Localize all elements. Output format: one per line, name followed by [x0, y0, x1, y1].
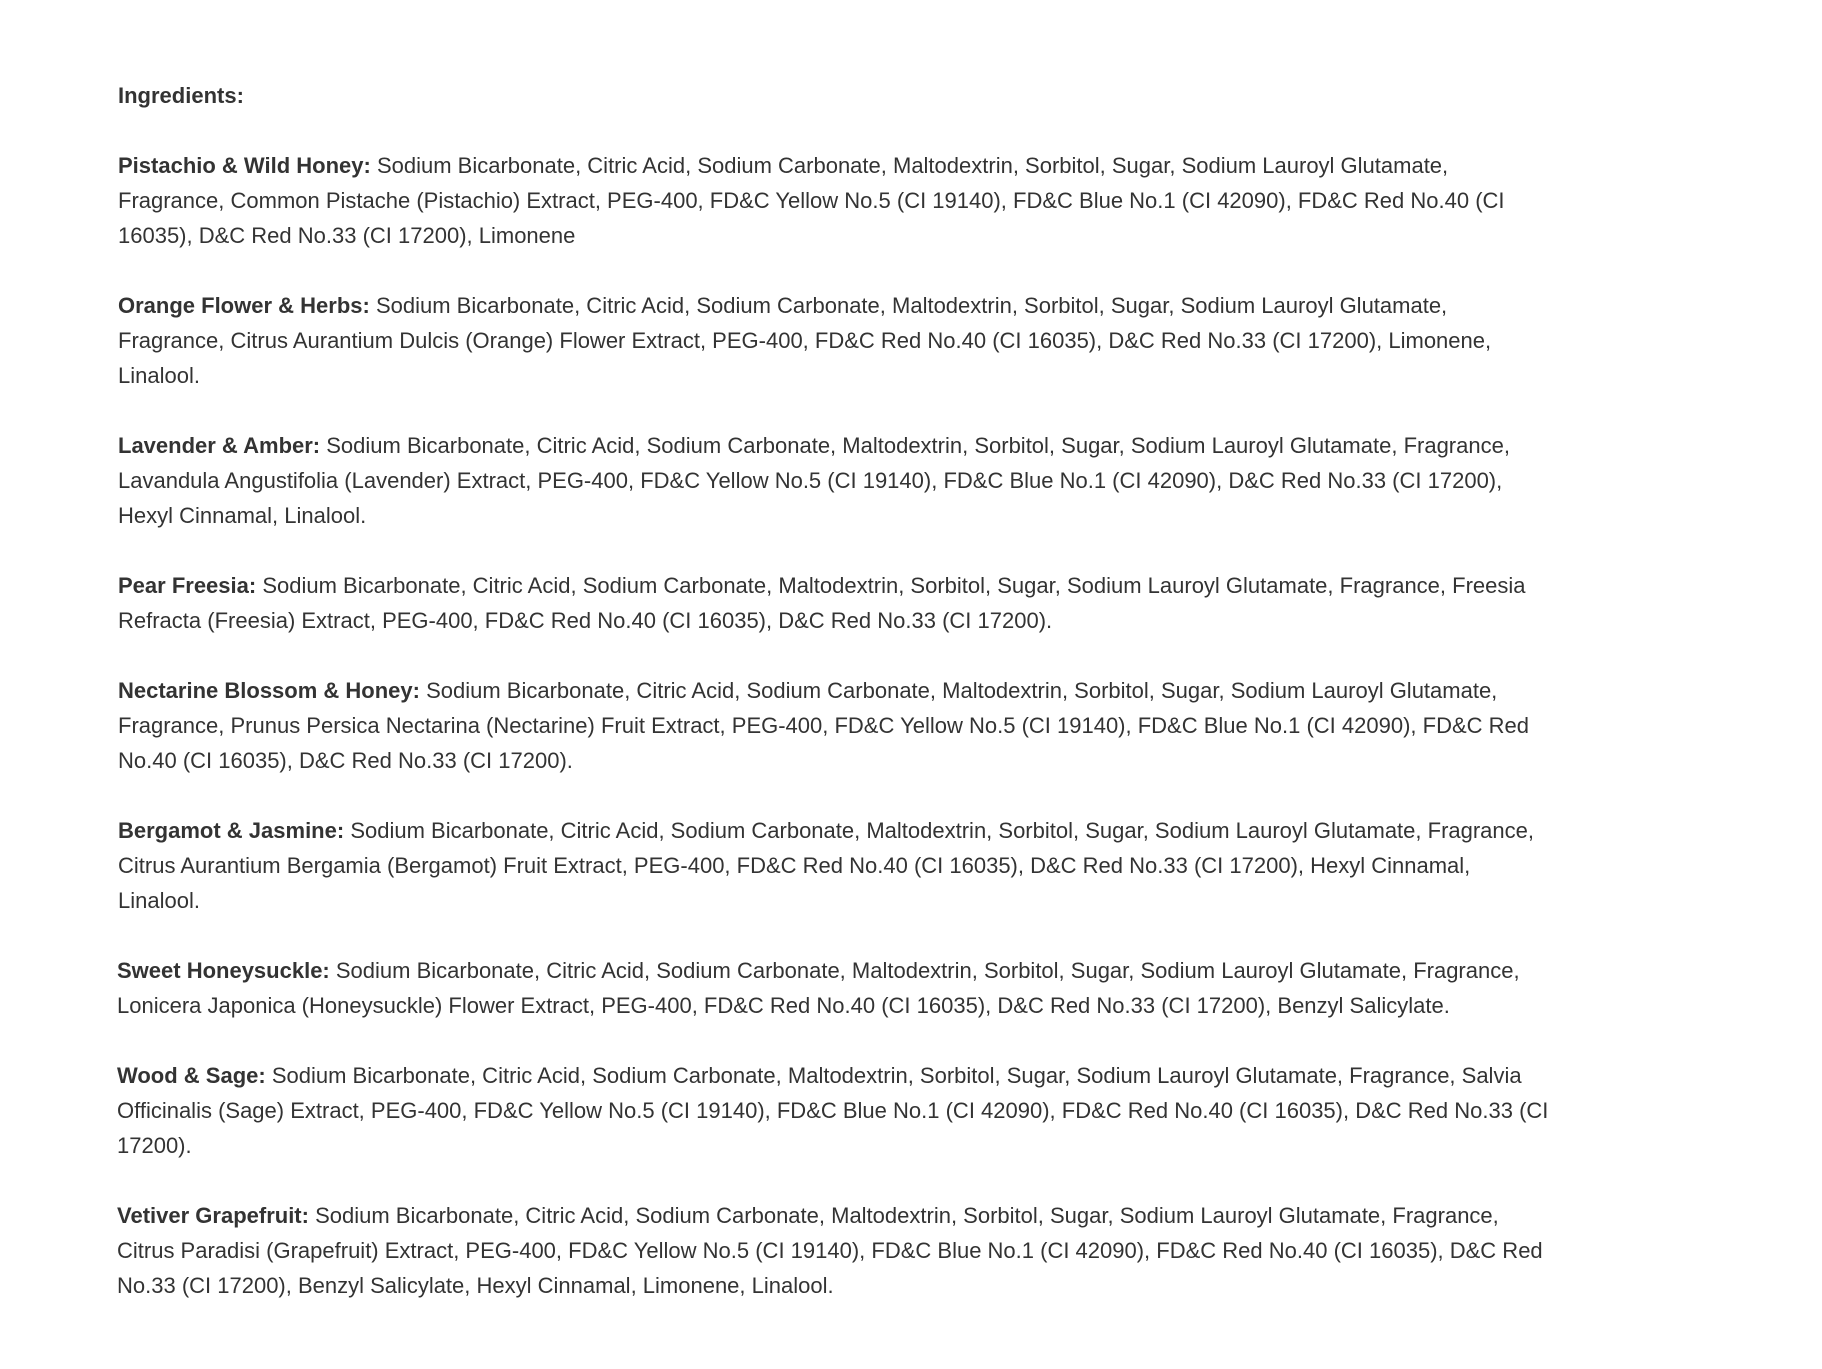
product-name: Lavender & Amber: [118, 433, 321, 458]
product-ingredients: Sodium Bicarbonate, Citric Acid, Sodium Carbonate, Maltodextrin, Sorbitol, Sugar, Sodium Lauroyl Glutamate, Fragrance, Lonicera Japonica (Honeysuckle) Flower Extract, PEG-400, FD&C Red No.40 (CI 16035), D&C Red No.33 (CI 17200), Benzyl Salicylate. [117, 958, 1520, 1018]
product-vetiver-grapefruit [117, 1198, 1558, 1303]
product-ingredients: Sodium Bicarbonate, Citric Acid, Sodium Carbonate, Maltodextrin, Sorbitol, Sugar, Sodium Lauroyl Glutamate, Fragrance, Lavandula Angustifolia (Lavender) Extract, PEG-400, FD&C Yellow No.5 (CI 19140), FD&C Blue No.1 (CI 42090), D&C Red No.33 (CI 17200), Hexyl Cinnamal, Linalool. [118, 433, 1510, 528]
product-name: Orange Flower & Herbs: [118, 293, 370, 318]
page-heading: Ingredients: [118, 83, 244, 108]
product-ingredients: Sodium Bicarbonate, Citric Acid, Sodium Carbonate, Maltodextrin, Sorbitol, Sugar, Sodium Lauroyl Glutamate, Fragrance, Citrus Aurantium Dulcis (Orange) Flower Extract, PEG-400, FD&C Red No.40 (CI 16035), D&C Red No.33 (CI 17200), Limonene, Linalool. [118, 293, 1492, 388]
product-pear-freesia [118, 568, 1558, 638]
product-ingredients: Sodium Bicarbonate, Citric Acid, Sodium Carbonate, Maltodextrin, Sorbitol, Sugar, Sodium Lauroyl Glutamate, Fragrance, Citrus Aurantium Bergamia (Bergamot) Fruit Extract, PEG-400, FD&C Red No.40 (CI 16035), D&C Red No.33 (CI 17200), Hexyl Cinnamal, Linalool. [118, 818, 1535, 913]
product-ingredients: Sodium Bicarbonate, Citric Acid, Sodium Carbonate, Maltodextrin, Sorbitol, Sugar, Sodium Lauroyl Glutamate, Fragrance, Prunus Persica Nectarina (Nectarine) Fruit Extract, PEG-400, FD&C Yellow No.5 (CI 19140), FD&C Blue No.1 (CI 42090), FD&C Red No.40 (CI 16035), D&C Red No.33 (CI 17200). [118, 678, 1529, 773]
product-ingredients: Sodium Bicarbonate, Citric Acid, Sodium Carbonate, Maltodextrin, Sorbitol, Sugar, Sodium Lauroyl Glutamate, Fragrance, Common Pistache (Pistachio) Extract, PEG-400, FD&C Yellow No.5 (CI 19140), FD&C Blue No.1 (CI 42090), FD&C Red No.40 (CI 16035), D&C Red No.33 (CI 17200), Limonene [118, 153, 1505, 248]
product-pistachio-wild-honey [118, 148, 1558, 253]
product-bergamot-jasmine [118, 813, 1558, 918]
product-name: Pistachio & Wild Honey: [118, 153, 371, 178]
product-ingredients: Sodium Bicarbonate, Citric Acid, Sodium Carbonate, Maltodextrin, Sorbitol, Sugar, Sodium Lauroyl Glutamate, Fragrance, Citrus Paradisi (Grapefruit) Extract, PEG-400, FD&C Yellow No.5 (CI 19140), FD&C Blue No.1 (CI 42090), FD&C Red No.40 (CI 16035), D&C Red No.33 (CI 17200), Benzyl Salicylate, Hexyl Cinnamal, Limonene, Linalool. [117, 1203, 1543, 1298]
product-name: Sweet Honeysuckle: [117, 958, 330, 983]
product-name: Vetiver Grapefruit: [117, 1203, 309, 1228]
product-ingredients: Sodium Bicarbonate, Citric Acid, Sodium Carbonate, Maltodextrin, Sorbitol, Sugar, Sodium Lauroyl Glutamate, Fragrance, Salvia Officinalis (Sage) Extract, PEG-400, FD&C Yellow No.5 (CI 19140), FD&C Blue No.1 (CI 42090), FD&C Red No.40 (CI 16035), D&C Red No.33 (CI 17200). [117, 1063, 1549, 1158]
product-nectarine-blossom-honey [118, 673, 1558, 778]
product-lavender-amber [118, 428, 1558, 533]
product-wood-sage [117, 1058, 1558, 1163]
product-sweet-honeysuckle [117, 953, 1558, 1023]
product-name: Pear Freesia: [118, 573, 257, 598]
product-orange-flower-herbs [118, 288, 1558, 393]
product-name: Wood & Sage: [117, 1063, 266, 1088]
product-ingredients: Sodium Bicarbonate, Citric Acid, Sodium Carbonate, Maltodextrin, Sorbitol, Sugar, Sodium Lauroyl Glutamate, Fragrance, Freesia Refracta (Freesia) Extract, PEG-400, FD&C Red No.40 (CI 16035), D&C Red No.33 (CI 17200). [118, 573, 1526, 633]
product-name: Nectarine Blossom & Honey: [118, 678, 420, 703]
product-name: Bergamot & Jasmine: [118, 818, 345, 843]
ingredients-document [118, 78, 1558, 1338]
